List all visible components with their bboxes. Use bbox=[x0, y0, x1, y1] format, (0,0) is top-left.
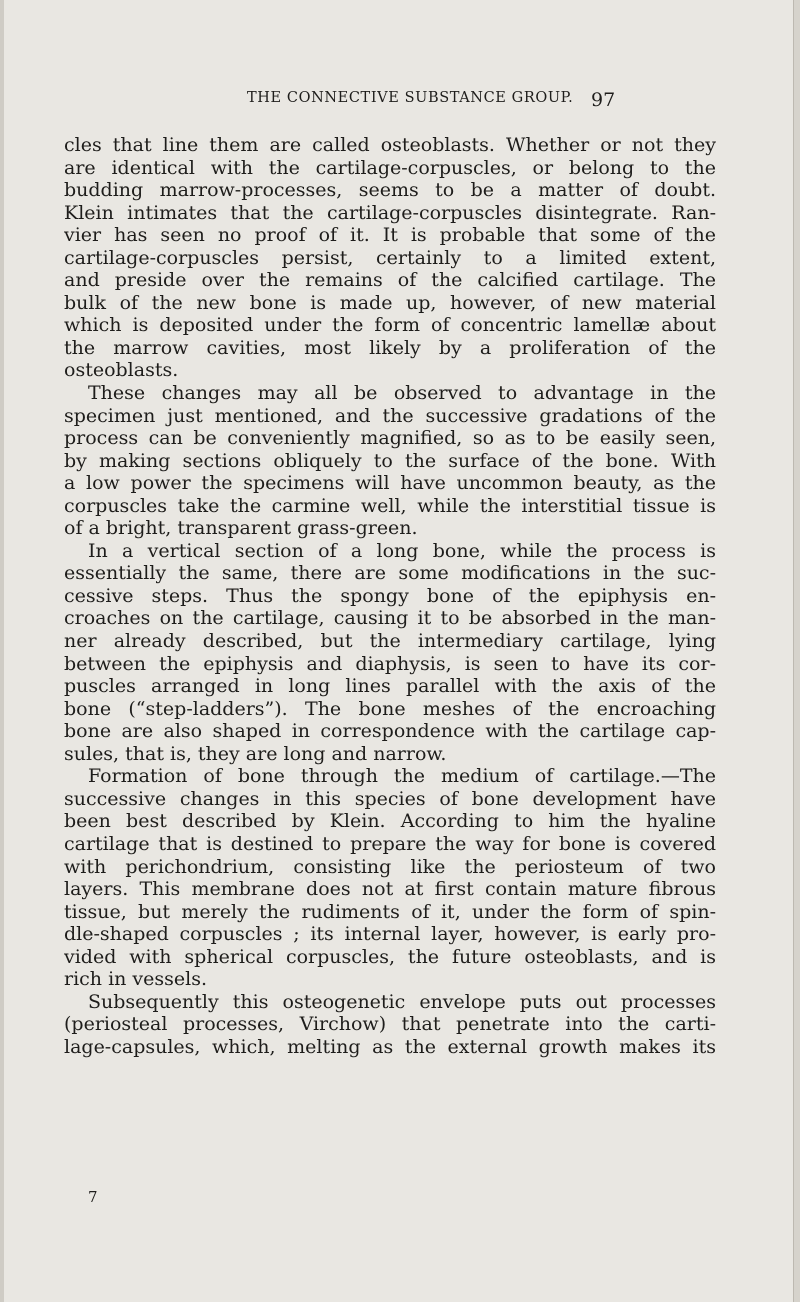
text-line: essentially the same, there are some modifications in the suc- bbox=[64, 562, 716, 585]
text-line: Formation of bone through the medium of cartilage.—The bbox=[88, 765, 716, 788]
text-line: been best described by Klein. According to him the hyaline bbox=[64, 810, 716, 833]
text-line: with perichondrium, consisting like the periosteum of two bbox=[64, 855, 716, 878]
text-line: puscles arranged in long lines parallel with the axis of the bbox=[64, 675, 716, 698]
text-line: by making sections obliquely to the surface of the bone. With bbox=[64, 449, 716, 472]
text-line: bulk of the new bone is made up, however, of new material bbox=[64, 291, 716, 314]
text-line: Klein intimates that the cartilage-corpuscles disintegrate. Ran- bbox=[64, 201, 716, 224]
page-number: 97 bbox=[591, 89, 616, 111]
text-line: cartilage that is destined to prepare the way for bone is covered bbox=[64, 832, 716, 855]
text-line: These changes may all be observed to advantage in the bbox=[88, 382, 716, 405]
text-line: specimen just mentioned, and the successive gradations of the bbox=[64, 404, 716, 427]
text-line: bone (“step-ladders”). The bone meshes of the encroaching bbox=[64, 697, 716, 720]
text-line: lage-capsules, which, melting as the external growth makes its bbox=[64, 1035, 716, 1058]
text-line: process can be conveniently magnified, so as to be easily seen, bbox=[64, 427, 716, 450]
running-head: THE CONNECTIVE SUBSTANCE GROUP. bbox=[247, 90, 574, 106]
page-right-edge bbox=[793, 0, 800, 1302]
text-line: tissue, but merely the rudiments of it, under the form of spin- bbox=[64, 900, 716, 923]
text-line: rich in vessels. bbox=[64, 968, 208, 991]
text-line: cessive steps. Thus the spongy bone of the epiphysis en- bbox=[64, 584, 716, 607]
text-line: the marrow cavities, most likely by a proliferation of the bbox=[64, 336, 716, 359]
text-line: and preside over the remains of the calcified cartilage. The bbox=[64, 269, 716, 292]
signature-mark: 7 bbox=[88, 1188, 98, 1206]
text-line: croaches on the cartilage, causing it to be absorbed in the man- bbox=[64, 607, 716, 630]
text-line: are identical with the cartilage-corpuscles, or belong to the bbox=[64, 156, 716, 179]
text-line: successive changes in this species of bone development have bbox=[64, 787, 716, 810]
text-line: layers. This membrane does not at first contain mature fibrous bbox=[64, 878, 716, 901]
page-header bbox=[0, 90, 800, 118]
text-line: of a bright, transparent grass-green. bbox=[64, 517, 418, 540]
text-line: budding marrow-processes, seems to be a matter of doubt. bbox=[64, 179, 716, 202]
text-line: between the epiphysis and diaphysis, is seen to have its cor- bbox=[64, 652, 716, 675]
text-line: (periosteal processes, Virchow) that penetrate into the carti- bbox=[64, 1013, 716, 1036]
text-line: vier has seen no proof of it. It is probable that some of the bbox=[64, 224, 716, 247]
text-line: bone are also shaped in correspondence with the cartilage cap- bbox=[64, 720, 716, 743]
text-line: corpuscles take the carmine well, while the interstitial tissue is bbox=[64, 494, 716, 517]
text-line: cartilage-corpuscles persist, certainly to a limited extent, bbox=[64, 246, 716, 269]
text-line: osteoblasts. bbox=[64, 359, 179, 382]
text-line: vided with spherical corpuscles, the future osteoblasts, and is bbox=[64, 945, 716, 968]
text-line: sules, that is, they are long and narrow. bbox=[64, 742, 447, 765]
text-line: a low power the specimens will have uncommon beauty, as the bbox=[64, 472, 716, 495]
text-line: dle-shaped corpuscles ; its internal layer, however, is early pro- bbox=[64, 923, 716, 946]
text-line: In a vertical section of a long bone, while the process is bbox=[88, 539, 716, 562]
page-left-edge bbox=[0, 0, 4, 1302]
text-line: which is deposited under the form of concentric lamellæ about bbox=[64, 314, 716, 337]
text-line: cles that line them are called osteoblasts. Whether or not they bbox=[64, 134, 716, 156]
text-line: ner already described, but the intermediary cartilage, lying bbox=[64, 630, 716, 653]
body-text bbox=[64, 134, 716, 1058]
text-line: Subsequently this osteogenetic envelope puts out processes bbox=[88, 990, 716, 1013]
